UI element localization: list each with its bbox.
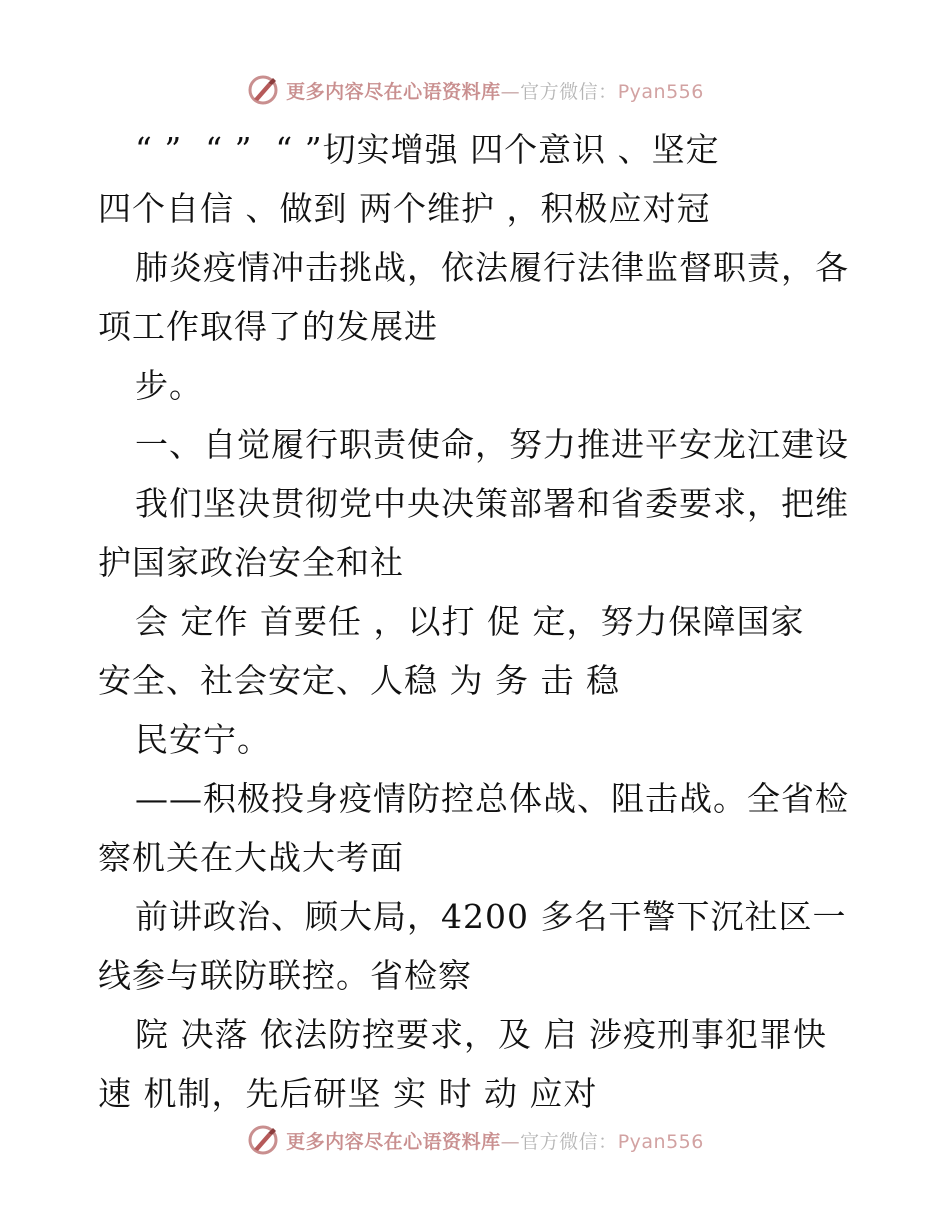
pen-circle-logo-icon (246, 73, 280, 107)
section-heading: 一、自觉履行职责使命，努力推进平安龙江建设 (135, 425, 849, 464)
text-line: 护国家政治安全和社 (98, 543, 404, 582)
footer-watermark (0, 1120, 950, 1160)
watermark-separator: — (500, 1130, 521, 1153)
watermark-wechat-label: 官方微信： (520, 1130, 618, 1153)
text-line: 我们坚决贯彻党中央决策部署和省委要求，把维 (135, 484, 849, 523)
document-body (98, 120, 858, 1123)
text-line: 速 机制，先后研坚 实 时 动 应对 (98, 1074, 598, 1113)
text-line: 察机关在大战大考面 (98, 838, 404, 877)
text-line: 安全、社会安定、人稳 为 务 击 稳 (98, 661, 620, 700)
text-line: 项工作取得了的发展进 (98, 307, 438, 346)
text-line: 会 定作 首要任 ，以打 促 定，努力保障国家 (135, 602, 805, 641)
text-line: 肺炎疫情冲击挑战，依法履行法律监督职责，各 (135, 248, 849, 287)
watermark-text (286, 1127, 704, 1154)
watermark-group (246, 73, 704, 107)
watermark-brand: 更多内容尽在心语资料库 (286, 1130, 501, 1153)
watermark-wechat-label: 官方微信： (520, 80, 618, 103)
text-line: 院 决落 依法防控要求，及 启 涉疫刑事犯罪快 (135, 1015, 827, 1054)
watermark-wechat-id: Pyan556 (617, 80, 704, 103)
watermark-separator: — (500, 80, 521, 103)
watermark-group (246, 1123, 704, 1157)
text-line: 线参与联防联控。省检察 (98, 956, 472, 995)
text-line: 民安宁。 (135, 720, 271, 759)
text-line: 前讲政治、顾大局，4200 多名干警下沉社区一 (135, 897, 847, 936)
text-line: 四个自信 、做到 两个维护 ，积极应对冠 (98, 189, 711, 228)
pen-circle-logo-icon (246, 1123, 280, 1157)
header-watermark (0, 70, 950, 110)
watermark-brand: 更多内容尽在心语资料库 (286, 80, 501, 103)
text-line: “ ” “ ” “ ”切实增强 四个意识 、坚定 (135, 130, 720, 169)
text-line: ——积极投身疫情防控总体战、阻击战。全省检 (135, 779, 849, 818)
watermark-text (286, 77, 704, 104)
text-line: 步。 (135, 366, 203, 405)
watermark-wechat-id: Pyan556 (617, 1130, 704, 1153)
